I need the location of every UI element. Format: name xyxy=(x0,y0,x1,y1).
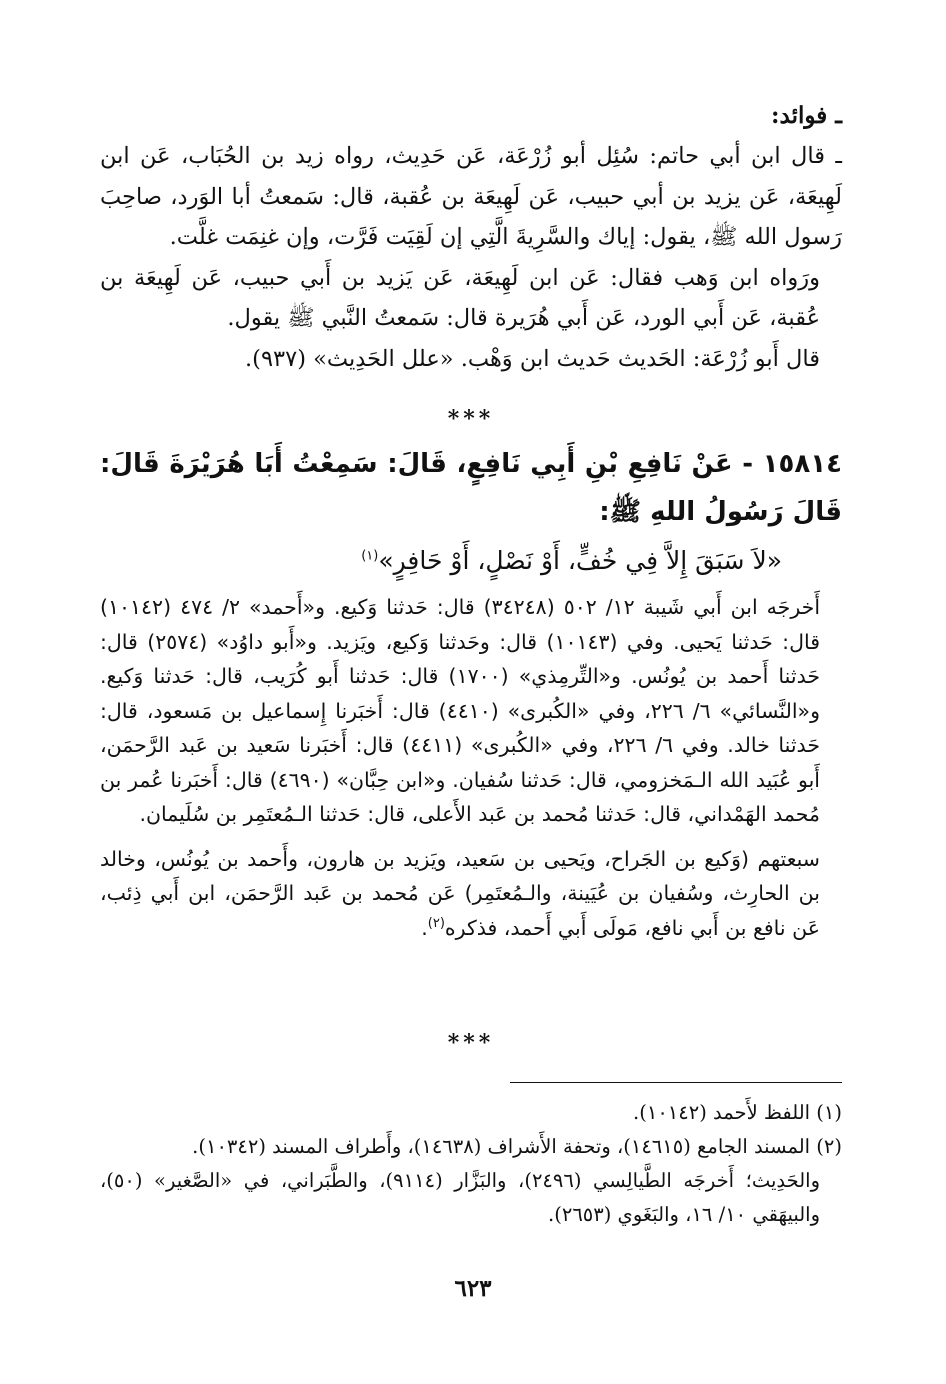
takhrij-paragraph-2-text: سبعتهم (وَكيع بن الجَراح، ويَحيى بن سَعيد، ويَزيد بن هارون، وأَحمد بن يُونُس، وخالد بن الحارِث، وسُفيان بن عُيَينة، والـمُعتَمِر) عَن مُحمد بن عَبد الرَّحمَن، ابن أَبي ذِئب، عَن نافع بن أَبي نافع، مَولَى أَبي أَحمد، فذكره xyxy=(100,846,820,940)
footnotes xyxy=(100,1096,842,1232)
footnote-2-continuation: والحَدِيث؛ أَخرجَه الطَّيالِسي (٢٤٩٦)، والبَزَّار (٩١١٤)، والطَّبَراني، في «الصَّغير» (٥٠)، والبيهَقي ١٠/ ١٦، والبَغَوي (٢٦٥٣). xyxy=(100,1169,820,1226)
takhrij-paragraph-1: أَخرجَه ابن أَبي شَيبة ١٢/ ٥٠٢ (٣٤٢٤٨) قال: حَدثنا وَكيع. و«أَحمد» ٢/ ٤٧٤ (١٠١٤٢) قال: حَدثنا يَحيى. وفي (١٠١٤٣) قال: وحَدثنا وَكيع، ويَزيد. و«أَبو داوُد» (٢٥٧٤) قال: حَدثنا أَحمد بن يُونُس. و«التِّرمِذي» (١٧٠٠) قال: حَدثنا أَبو كُرَيب، قال: حَدثنا وَكيع. و«النَّسائي» ٦/ ٢٢٦، وفي «الكُبرى» (٤٤١٠) قال: أَخبَرنا إِسماعيل بن مَسعود، قال: حَدثنا خالد. وفي ٦/ ٢٢٦، وفي «الكُبرى» (٤٤١١) قال: أَخبَرنا سَعيد بن عَبد الرَّحمَن، أَبو عُبَيد الله الـمَخزومي، قال: حَدثنا سُفيان. و«ابن حِبَّان» (٤٦٩٠) قال: أَخبَرنا عُمر بن مُحمد الهَمْداني، قال: حَدثنا مُحمد بن عَبد الأَعلى، قال: حَدثنا الـمُعتَمِر بن سُلَيمان. xyxy=(100,595,821,826)
footnote-ref-2: (٢) xyxy=(427,915,445,931)
hadith-matn-text: «لاَ سَبَقَ إِلاَّ فِي خُفٍّ، أَوْ نَصْلٍ، أَوْ حَافِرٍ» xyxy=(378,546,782,575)
footnote-divider xyxy=(510,1082,842,1083)
takhrij-section xyxy=(100,590,842,945)
fawaid-paragraph-3: قال أَبو زُرْعَة: الحَديث حَديث ابن وَهْب. «علل الحَدِيث» (٩٣٧). xyxy=(245,345,820,372)
fawaid-paragraph-1: ـ قال ابن أبي حاتم: سُئِل أبو زُرْعَة، عَن حَدِيث، رواه زيد بن الحُبَاب، عَن ابن لَهِيعَة، عَن يزيد بن أبي حبيب، عَن لَهِيعَة بن عُقبة، قال: سَمعتُ أبا الوَرد، صاحِبَ رَسول الله ﷺ، يقول: إياك والسَّرِيةَ الَّتِي إن لَقِيَت فَرَّت، وإن غنِمَت غلَّت. xyxy=(100,143,842,250)
fawaid-section xyxy=(100,96,842,379)
hadith-heading: ١٥٨١٤ - عَنْ نَافِعِ بْنِ أَبِي نَافِعٍ، قَالَ: سَمِعْتُ أَبَا هُرَيْرَةَ قَالَ: قَالَ رَسُولُ اللهِ ﷺ: xyxy=(100,449,842,527)
footnote-1: (١) اللفظ لأَحمد (١٠١٤٢). xyxy=(633,1101,842,1124)
takhrij-paragraph-2-end: . xyxy=(421,915,428,940)
page-number: ٦٢٣ xyxy=(454,1275,492,1302)
footnote-2: (٢) المسند الجامع (١٤٦١٥)، وتحفة الأَشراف (١٤٦٣٨)، وأَطراف المسند (١٠٣٤٢). xyxy=(192,1135,842,1158)
stars-separator-1: *** xyxy=(447,406,495,432)
hadith-matn xyxy=(100,538,842,584)
fawaid-paragraph-2: ورَواه ابن وَهب فقال: عَن ابن لَهِيعَة، عَن يَزيد بن أَبي حبيب، عَن لَهِيعَة بن عُقبة، عَن أَبي الورد، عَن أَبي هُرَيرة قال: سَمعتُ النَّبي ﷺ يقول. xyxy=(100,264,820,331)
footnote-ref-1: (١) xyxy=(361,548,379,564)
fawaid-heading: ـ فوائد: xyxy=(771,102,842,129)
takhrij-paragraph-2 xyxy=(100,842,842,946)
stars-separator-2: *** xyxy=(447,1030,495,1056)
